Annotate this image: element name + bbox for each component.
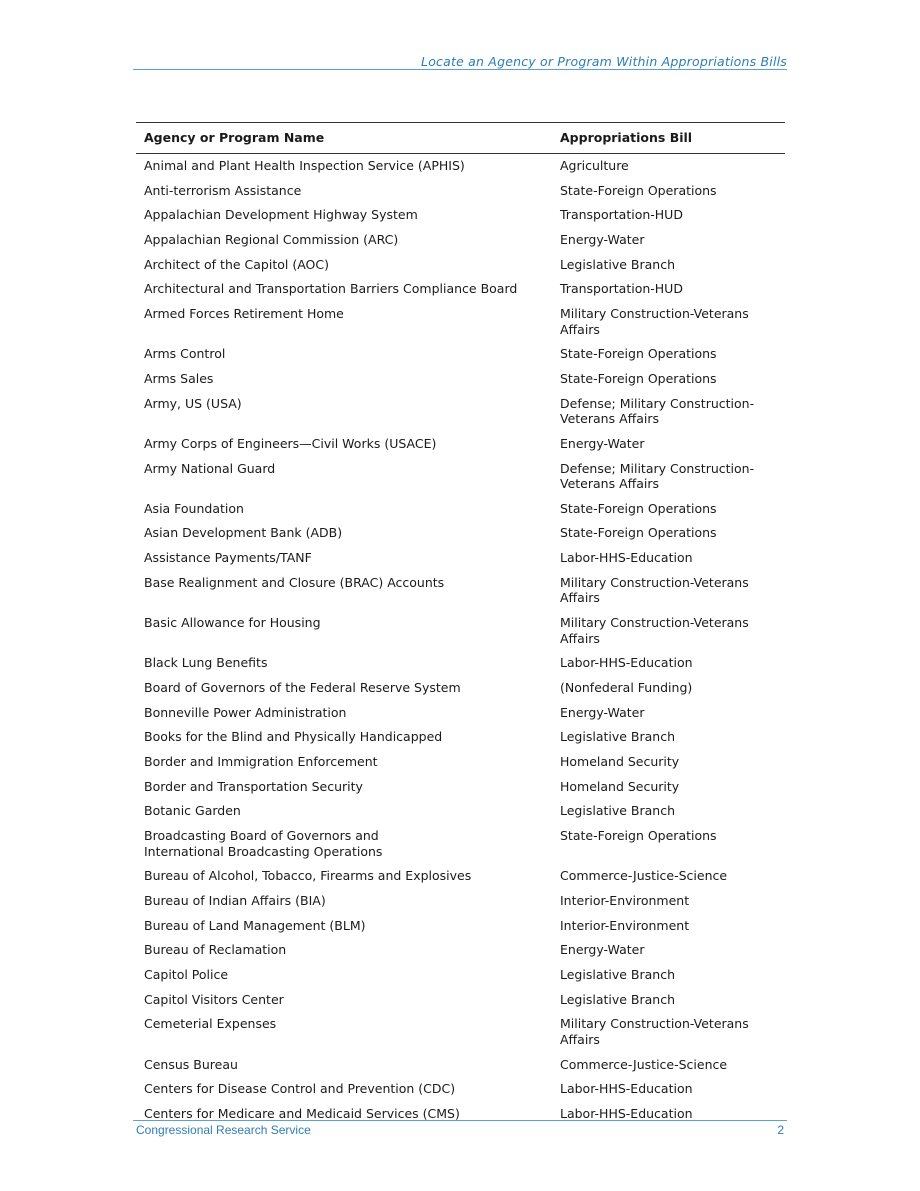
table-row (136, 1053, 785, 1078)
agency-name-cell: Cemeterial Expenses (144, 1016, 277, 1032)
agency-name-cell: Broadcasting Board of Governors and International Broadcasting Operations (144, 828, 383, 859)
agency-name-cell: Border and Transportation Security (144, 778, 363, 794)
appropriations-bill-cell: Labor-HHS-Education (560, 655, 693, 671)
appropriations-bill-cell: Labor-HHS-Education (560, 1081, 693, 1097)
table-row (136, 154, 785, 179)
table-row (136, 938, 785, 963)
table-row (136, 253, 785, 278)
appropriations-bill-cell: Military Construction-Veterans Affairs (560, 574, 749, 606)
appropriations-bill-cell: Labor-HHS-Education (560, 550, 693, 566)
appropriations-bill-cell: Energy-Water (560, 704, 645, 720)
appropriations-bill-cell: Defense; Military Construction- Veterans Affairs (560, 460, 755, 492)
appropriations-bill-cell: Legislative Branch (560, 729, 676, 745)
agency-name-cell: Board of Governors of the Federal Reserve System (144, 679, 461, 695)
appropriations-bill-cell: Interior-Environment (560, 917, 690, 933)
agency-name-cell: Army Corps of Engineers—Civil Works (USACE) (144, 435, 437, 451)
agency-name-cell: Animal and Plant Health Inspection Service (APHIS) (144, 158, 465, 173)
appropriations-bill-cell: State-Foreign Operations (560, 182, 717, 198)
table-row (136, 963, 785, 988)
appropriations-bill-cell: Interior-Environment (560, 892, 690, 908)
agency-name-cell: Arms Control (144, 346, 226, 362)
agency-name-cell: Architectural and Transportation Barriers Compliance Board (144, 281, 518, 297)
appropriations-bill-cell: Military Construction-Veterans Affairs (560, 306, 749, 337)
header-rule (133, 69, 787, 70)
table-row (136, 750, 785, 775)
table-row (136, 799, 785, 824)
table-row (136, 676, 785, 701)
column-header-bill: Appropriations Bill (552, 123, 785, 154)
appropriations-bill-cell: Labor-HHS-Education (560, 1105, 693, 1121)
agency-name-cell: Arms Sales (144, 371, 214, 386)
appropriations-bill-cell: State-Foreign Operations (560, 525, 717, 541)
appropriations-bill-cell: Transportation-HUD (560, 207, 683, 223)
agency-name-cell: Capitol Police (144, 966, 229, 982)
footer-publisher: Congressional Research Service (136, 1123, 311, 1137)
table-row (136, 988, 785, 1013)
appropriations-bill-cell: (Nonfederal Funding) (560, 679, 693, 695)
appropriations-bill-cell: Commerce-Justice-Science (560, 868, 728, 884)
agency-name-cell: Anti-terrorism Assistance (144, 182, 302, 198)
appropriations-bill-cell: Legislative Branch (560, 803, 676, 819)
appropriations-bill-cell: Legislative Branch (560, 256, 676, 272)
table-row (136, 1012, 785, 1052)
appropriations-bill-cell: Commerce-Justice-Science (560, 1056, 728, 1072)
agency-name-cell: Appalachian Regional Commission (ARC) (144, 232, 399, 248)
table-row (136, 277, 785, 302)
table-row (136, 432, 785, 457)
agency-name-cell: Capitol Visitors Center (144, 991, 284, 1007)
table-row (136, 824, 785, 864)
appropriations-bill-cell: Legislative Branch (560, 966, 676, 982)
table-row (136, 497, 785, 522)
agency-name-cell: Base Realignment and Closure (BRAC) Accounts (144, 574, 445, 590)
table-row (136, 302, 785, 342)
table-row (136, 179, 785, 204)
appropriations-bill-cell: Energy-Water (560, 435, 645, 451)
agency-name-cell: Bureau of Indian Affairs (BIA) (144, 892, 326, 908)
table-row (136, 228, 785, 253)
table-row (136, 203, 785, 228)
table-row (136, 889, 785, 914)
appropriations-bill-cell: Military Construction-Veterans Affairs (560, 615, 749, 646)
agency-name-cell: Appalachian Development Highway System (144, 207, 418, 223)
agency-name-cell: Bureau of Reclamation (144, 942, 287, 958)
appropriations-bill-cell: State-Foreign Operations (560, 500, 717, 516)
agency-name-cell: Centers for Medicare and Medicaid Services (CMS) (144, 1105, 460, 1121)
table-row (136, 342, 785, 367)
agency-name-cell: Army National Guard (144, 460, 276, 476)
table-row (136, 571, 785, 611)
table-row (136, 651, 785, 676)
table-body (136, 154, 785, 1127)
appropriations-bill-cell: Transportation-HUD (560, 281, 683, 297)
table-row (136, 701, 785, 726)
appropriations-bill-cell: State-Foreign Operations (560, 346, 717, 362)
appropriations-bill-cell: Homeland Security (560, 778, 680, 794)
agency-name-cell: Bureau of Land Management (BLM) (144, 917, 366, 933)
table-row (136, 521, 785, 546)
appropriations-bill-cell: Energy-Water (560, 232, 645, 248)
appropriations-bill-cell: Defense; Military Construction- Veterans Affairs (560, 395, 755, 427)
table-row (136, 775, 785, 800)
agency-name-cell: Census Bureau (144, 1056, 238, 1072)
agency-table (136, 122, 785, 1127)
agency-name-cell: Assistance Payments/TANF (144, 550, 312, 566)
agency-name-cell: Bureau of Alcohol, Tobacco, Firearms and Explosives (144, 868, 472, 884)
table-row (136, 457, 785, 497)
table-row (136, 1077, 785, 1102)
appropriations-bill-cell: Homeland Security (560, 753, 680, 769)
table-row (136, 864, 785, 889)
table-row (136, 914, 785, 939)
agency-name-cell: Centers for Disease Control and Prevention (CDC) (144, 1081, 456, 1097)
appropriations-bill-cell: State-Foreign Operations (560, 371, 717, 386)
appropriations-bill-cell: State-Foreign Operations (560, 828, 717, 843)
agency-name-cell: Black Lung Benefits (144, 655, 268, 671)
running-header-title: Locate an Agency or Program Within Appropriations Bills (421, 54, 787, 69)
table-header-row (136, 123, 785, 154)
agency-name-cell: Architect of the Capitol (AOC) (144, 256, 329, 272)
appropriations-bill-cell: Energy-Water (560, 942, 645, 958)
agency-table-container (136, 122, 785, 1127)
agency-name-cell: Asia Foundation (144, 500, 244, 516)
appropriations-bill-cell: Legislative Branch (560, 991, 676, 1007)
footer-rule (133, 1120, 787, 1121)
agency-name-cell: Basic Allowance for Housing (144, 615, 321, 630)
table-row (136, 546, 785, 571)
agency-name-cell: Border and Immigration Enforcement (144, 753, 378, 769)
agency-name-cell: Bonneville Power Administration (144, 704, 347, 720)
agency-name-cell: Army, US (USA) (144, 395, 242, 411)
agency-name-cell: Armed Forces Retirement Home (144, 306, 344, 322)
column-header-agency: Agency or Program Name (136, 123, 552, 154)
appropriations-bill-cell: Agriculture (560, 158, 629, 173)
table-row (136, 725, 785, 750)
agency-name-cell: Books for the Blind and Physically Handicapped (144, 729, 443, 745)
table-row (136, 367, 785, 392)
appropriations-bill-cell: Military Construction-Veterans Affairs (560, 1016, 749, 1047)
agency-name-cell: Asian Development Bank (ADB) (144, 525, 343, 541)
table-row (136, 392, 785, 432)
agency-name-cell: Botanic Garden (144, 803, 241, 819)
table-row (136, 611, 785, 651)
footer-page-number: 2 (777, 1123, 784, 1137)
